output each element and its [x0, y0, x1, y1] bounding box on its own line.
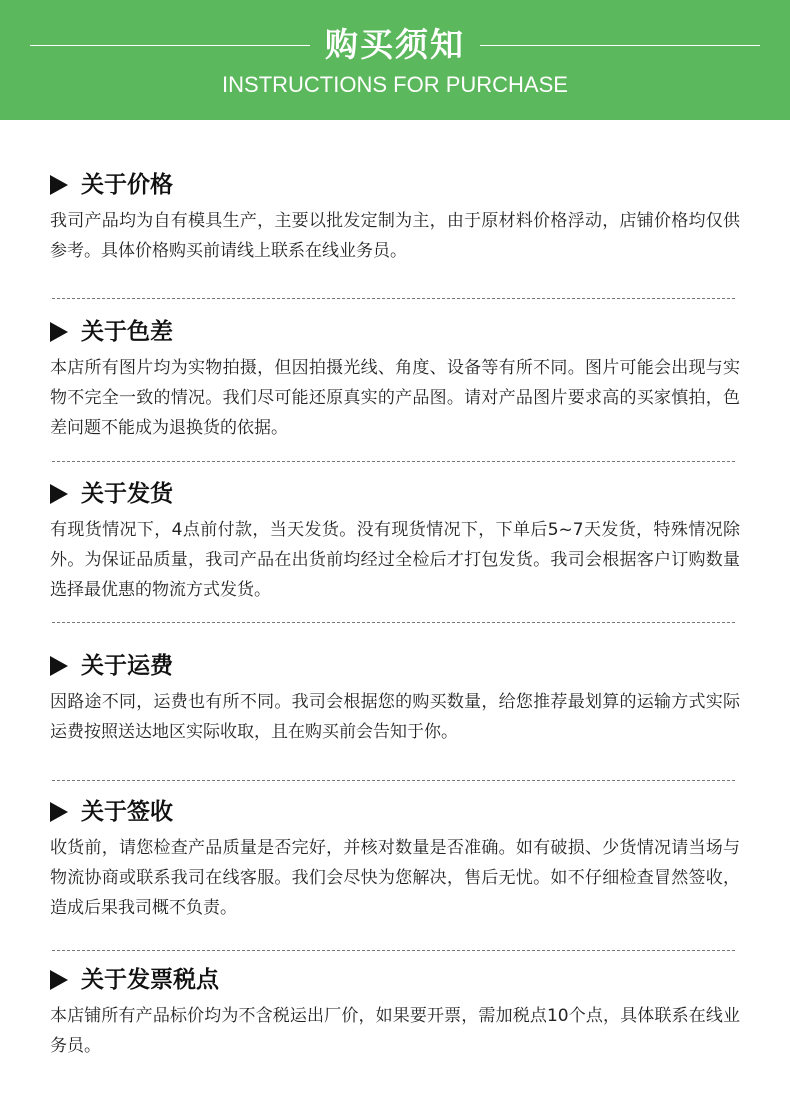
- section-shipping: [50, 479, 750, 605]
- section-body: 本店所有图片均为实物拍摄，但因拍摄光线、角度、设备等有所不同。图片可能会出现与实物不完全一致的情况。我们尽可能还原真实的产品图。请对产品图片要求高的买家慎拍，色差问题不能成为退换货的依据。: [50, 358, 740, 438]
- section-freight: [50, 651, 750, 747]
- section-body: 我司产品均为自有模具生产，主要以批发定制为主，由于原材料价格浮动，店铺价格均仅供参考。具体价格购买前请线上联系在线业务员。: [50, 211, 740, 261]
- triangle-right-icon: [50, 175, 68, 195]
- dashed-divider: [52, 622, 735, 623]
- dashed-divider: [52, 780, 735, 781]
- dashed-divider: [52, 298, 735, 299]
- section-title: 关于运费: [81, 653, 173, 679]
- section-receipt: [50, 797, 750, 923]
- header-banner: [0, 0, 790, 120]
- section-color-difference: [50, 317, 750, 443]
- triangle-right-icon: [50, 656, 68, 676]
- section-body: 收货前，请您检查产品质量是否完好，并核对数量是否准确。如有破损、少货情况请当场与物流协商或联系我司在线客服。我们会尽快为您解决，售后无忧。如不仔细检查冒然签收，造成后果我司概不负责。: [50, 838, 740, 918]
- section-title: 关于签收: [81, 799, 173, 825]
- section-invoice-tax: [50, 965, 750, 1061]
- section-body: 本店铺所有产品标价均为不含税运出厂价，如果要开票，需加税点10个点，具体联系在线业务员。: [50, 1006, 740, 1056]
- triangle-right-icon: [50, 802, 68, 822]
- page-title: 购买须知: [325, 25, 465, 64]
- triangle-right-icon: [50, 970, 68, 990]
- section-title: 关于色差: [81, 319, 173, 345]
- dashed-divider: [52, 950, 735, 951]
- section-body: 有现货情况下，4点前付款，当天发货。没有现货情况下，下单后5~7天发货，特殊情况除外。为保证品质量，我司产品在出货前均经过全检后才打包发货。我司会根据客户订购数量选择最优惠的物流方式发货。: [50, 520, 740, 600]
- section-body: 因路途不同，运费也有所不同。我司会根据您的购买数量，给您推荐最划算的运输方式实际运费按照送达地区实际收取，且在购买前会告知于你。: [50, 692, 740, 742]
- dashed-divider: [52, 461, 735, 462]
- section-price: [50, 170, 750, 266]
- section-title: 关于价格: [81, 172, 173, 198]
- page-subtitle: INSTRUCTIONS FOR PURCHASE: [222, 72, 568, 97]
- section-title: 关于发票税点: [81, 967, 219, 993]
- triangle-right-icon: [50, 322, 68, 342]
- section-title: 关于发货: [81, 481, 173, 507]
- triangle-right-icon: [50, 484, 68, 504]
